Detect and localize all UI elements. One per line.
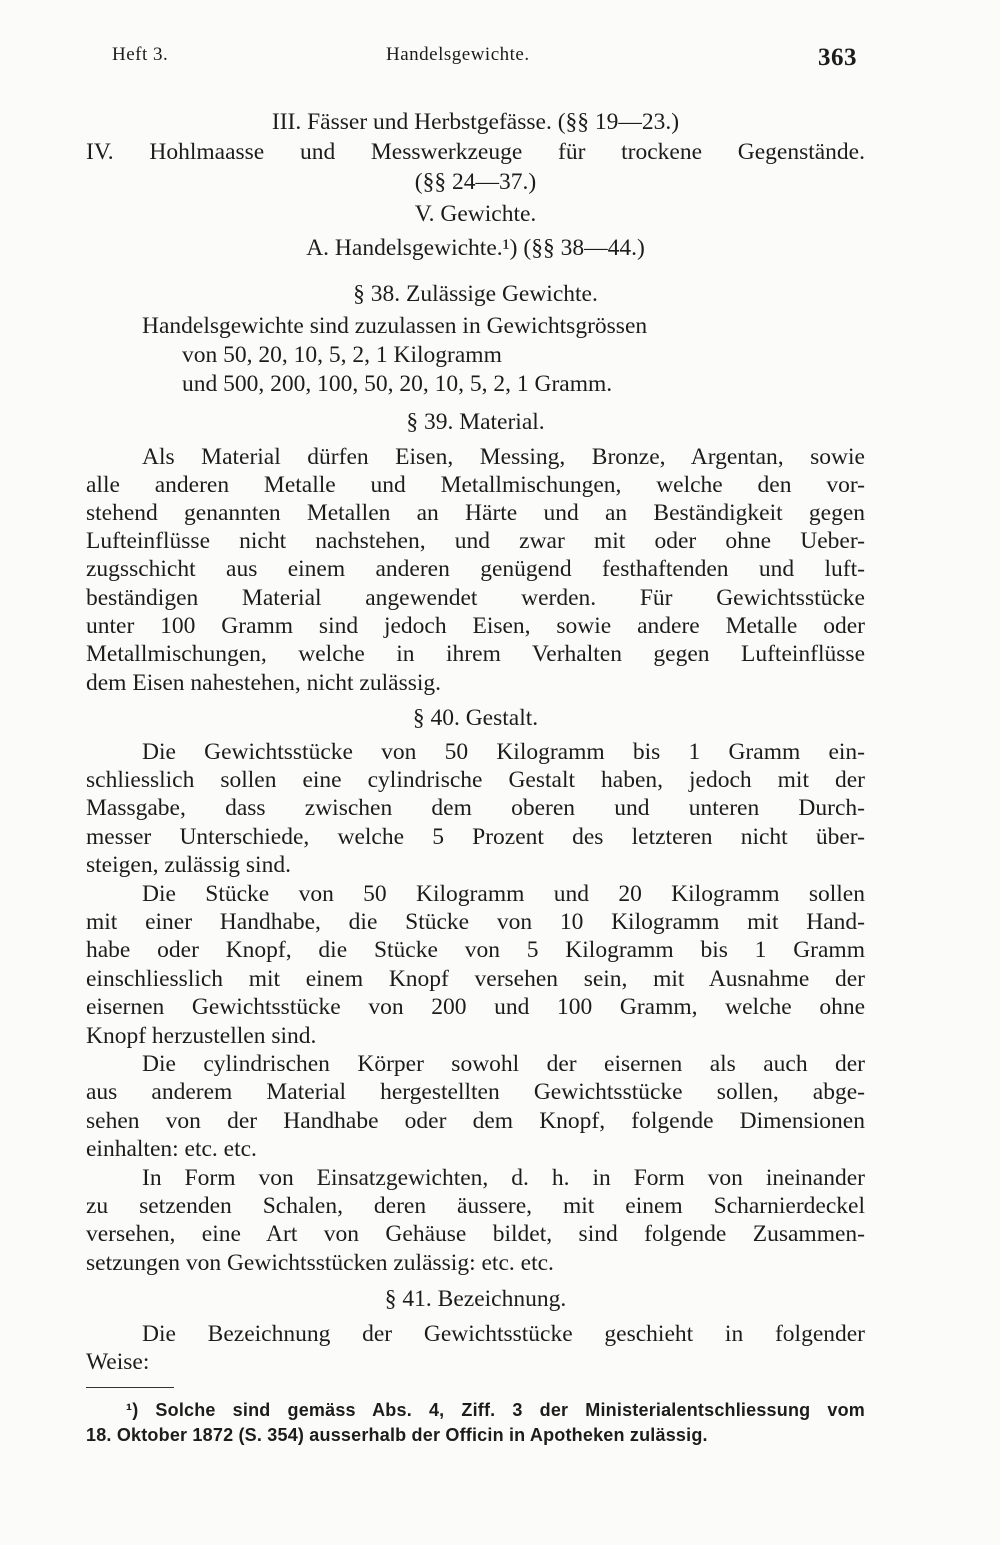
text-line: von 50, 20, 10, 5, 2, 1 Kilogramm	[182, 342, 502, 368]
section-heading: III. Fässer und Herbstgefässe. (§§ 19—23.)	[271, 109, 680, 135]
text-line: stehend genannten Metallen an Härte und an Beständigkeit gegen	[86, 500, 865, 526]
text-line: Knopf herzustellen sind.	[86, 1023, 317, 1049]
footnote-rule	[86, 1387, 174, 1388]
text-line: alle anderen Metalle und Metallmischungen, welche den vor-	[86, 472, 865, 498]
section-heading: § 38. Zulässige Gewichte.	[353, 281, 598, 307]
text-line: messer Unterschiede, welche 5 Prozent des letzteren nicht über-	[86, 824, 865, 850]
text-line: beständigen Material angewendet werden. Für Gewichtsstücke	[86, 585, 865, 611]
text-line: sehen von der Handhabe oder dem Knopf, folgende Dimensionen	[86, 1108, 865, 1134]
text-line: habe oder Knopf, die Stücke von 5 Kilogramm bis 1 Gramm	[86, 937, 865, 963]
text-line: Weise:	[86, 1349, 150, 1375]
section-heading: A. Handelsgewichte.¹) (§§ 38—44.)	[306, 235, 645, 261]
text-line: Die Stücke von 50 Kilogramm und 20 Kilogramm sollen	[142, 881, 865, 907]
running-head-title: Handelsgewichte.	[386, 44, 530, 65]
text-line: Metallmischungen, welche in ihrem Verhalten gegen Lufteinflüsse	[86, 641, 865, 667]
text-line: und 500, 200, 100, 50, 20, 10, 5, 2, 1 Gramm.	[182, 371, 613, 397]
section-heading: § 39. Material.	[406, 409, 545, 435]
section-heading: (§§ 24—37.)	[414, 169, 537, 195]
text-line: zugsschicht aus einem anderen genügend festhaftenden und luft-	[86, 556, 865, 582]
text-line: zu setzenden Schalen, deren äussere, mit einem Scharnierdeckel	[86, 1193, 865, 1219]
text-line: unter 100 Gramm sind jedoch Eisen, sowie andere Metalle oder	[86, 613, 865, 639]
text-line: Handelsgewichte sind zuzulassen in Gewichtsgrössen	[142, 313, 648, 339]
text-line: steigen, zulässig sind.	[86, 852, 291, 878]
text-line: Als Material dürfen Eisen, Messing, Bronze, Argentan, sowie	[142, 444, 865, 470]
text-line: mit einer Handhabe, die Stücke von 10 Kilogramm mit Hand-	[86, 909, 865, 935]
footnote-line: ¹) Solche sind gemäss Abs. 4, Ziff. 3 der Ministerialentschliessung vom	[126, 1400, 865, 1420]
text-line: IV. Hohlmaasse und Messwerkzeuge für trockene Gegenstände.	[86, 139, 865, 165]
text-line: einschliesslich mit einem Knopf versehen sein, mit Ausnahme der	[86, 966, 865, 992]
footnote-line: 18. Oktober 1872 (S. 354) ausserhalb der Officin in Apotheken zulässig.	[86, 1425, 708, 1445]
text-line: schliesslich sollen eine cylindrische Gestalt haben, jedoch mit der	[86, 767, 865, 793]
text-line: dem Eisen nahestehen, nicht zulässig.	[86, 670, 442, 696]
text-line: Massgabe, dass zwischen dem oberen und unteren Durch-	[86, 795, 865, 821]
running-head-issue: Heft 3.	[112, 44, 169, 65]
page-number: 363	[818, 44, 857, 71]
text-line: In Form von Einsatzgewichten, d. h. in Form von ineinander	[142, 1165, 865, 1191]
section-heading: § 41. Bezeichnung.	[384, 1286, 567, 1312]
text-line: aus anderem Material hergestellten Gewichtsstücke sollen, abge-	[86, 1079, 865, 1105]
text-line: eisernen Gewichtsstücke von 200 und 100 Gramm, welche ohne	[86, 994, 865, 1020]
text-line: setzungen von Gewichtsstücken zulässig: etc. etc.	[86, 1250, 554, 1276]
section-heading: V. Gewichte.	[414, 201, 537, 227]
text-line: einhalten: etc. etc.	[86, 1136, 257, 1162]
text-line: Die Bezeichnung der Gewichtsstücke geschieht in folgender	[142, 1321, 865, 1347]
text-line: versehen, eine Art von Gehäuse bildet, sind folgende Zusammen-	[86, 1221, 865, 1247]
text-line: Lufteinflüsse nicht nachstehen, und zwar mit oder ohne Ueber-	[86, 528, 865, 554]
text-line: Die Gewichtsstücke von 50 Kilogramm bis 1 Gramm ein-	[142, 739, 865, 765]
text-line: Die cylindrischen Körper sowohl der eisernen als auch der	[142, 1051, 865, 1077]
section-heading: § 40. Gestalt.	[412, 705, 539, 731]
